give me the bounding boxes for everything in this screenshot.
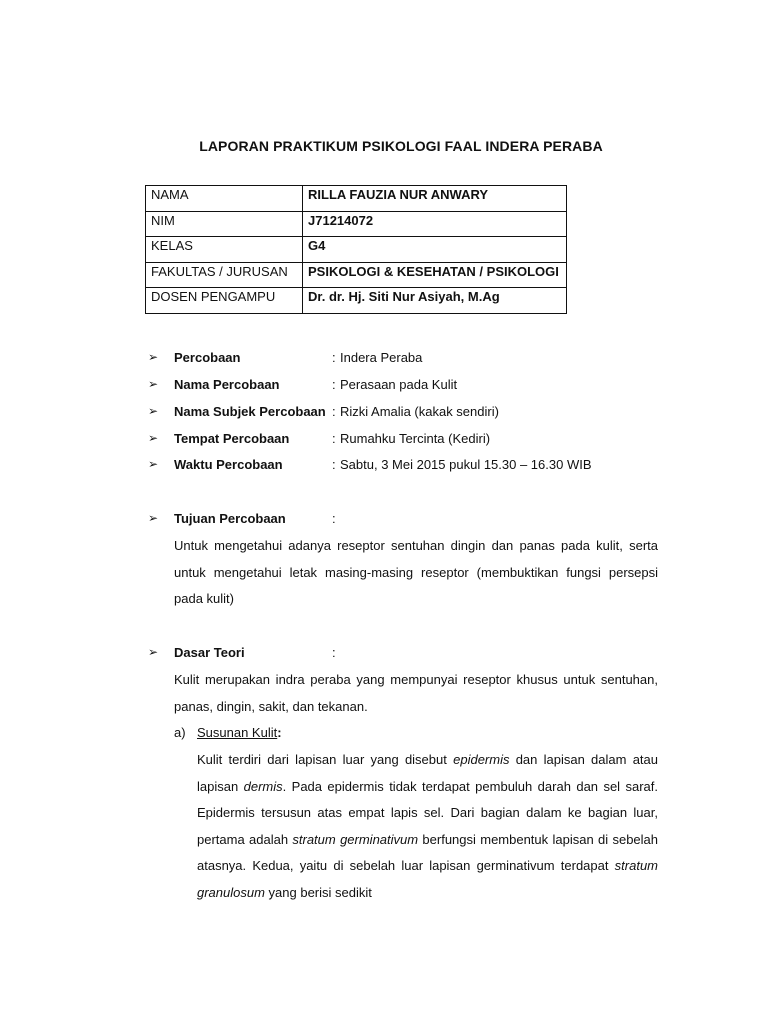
table-row (146, 237, 567, 263)
table-row (146, 186, 567, 212)
detail-colon: : (332, 404, 336, 419)
table-row (146, 288, 567, 314)
arrow-bullet-icon: ➢ (148, 457, 159, 471)
detail-colon: : (332, 377, 336, 392)
section-heading: Dasar Teori (174, 645, 245, 660)
arrow-bullet-icon: ➢ (148, 431, 159, 445)
arrow-bullet-icon: ➢ (148, 377, 159, 391)
term-italic: dermis (243, 778, 283, 794)
detail-label: Waktu Percobaan (174, 457, 283, 472)
table-value: Dr. dr. Hj. Siti Nur Asiyah, M.Ag (303, 288, 567, 314)
dasar-teori-text: Kulit merupakan indra peraba yang mempunyai reseptor khusus untuk sentuhan, panas, dingin, sakit, dan tekanan. (174, 672, 658, 714)
detail-value: Perasaan pada Kulit (340, 377, 458, 392)
term-italic: stratum germinativum (292, 831, 419, 847)
table-value: G4 (303, 237, 567, 263)
detail-label: Nama Percobaan (174, 377, 280, 392)
susunan-kulit-text: Kulit terdiri dari lapisan luar yang disebut epidermis dan lapisan dalam atau lapisan dermis. Pada epidermis tidak terdapat pembuluh darah dan sel saraf. Epidermis tersusun atas empat lapis sel. Dari bagian dalam ke bagian luar, pertama adalah stratum germinativum berfungsi membentuk lapisan di sebelah atasnya. Kedua, yaitu di sebelah luar lapisan germinativum terdapat stratum granulosum yang berisi sedikit (197, 752, 658, 900)
tujuan-text: Untuk mengetahui adanya reseptor sentuhan dingin dan panas pada kulit, serta untuk mengetahui letak masing-masing reseptor (membuktikan fungsi persepsi pada kulit) (174, 538, 658, 606)
table-key: FAKULTAS / JURUSAN (146, 262, 303, 288)
detail-colon: : (332, 431, 336, 446)
term-italic: epidermis (453, 752, 510, 767)
arrow-bullet-icon: ➢ (148, 404, 159, 418)
identity-table (145, 185, 567, 314)
detail-label: Tempat Percobaan (174, 431, 290, 446)
detail-value: Sabtu, 3 Mei 2015 pukul 15.30 – 16.30 WIB (340, 457, 592, 472)
table-key: NAMA (146, 186, 303, 212)
section-colon: : (332, 511, 336, 526)
section-heading: Tujuan Percobaan (174, 511, 286, 526)
detail-value: Indera Peraba (340, 350, 423, 365)
subsection-colon: : (277, 725, 282, 740)
subsection-marker: a) (174, 725, 186, 740)
document-title: LAPORAN PRAKTIKUM PSIKOLOGI FAAL INDERA PERABA (199, 138, 603, 154)
table-key: NIM (146, 211, 303, 237)
detail-label: Percobaan (174, 350, 241, 365)
subsection-title: Susunan Kulit (197, 725, 278, 740)
arrow-bullet-icon: ➢ (148, 645, 159, 659)
table-value: PSIKOLOGI & KESEHATAN / PSIKOLOGI (303, 262, 567, 288)
arrow-bullet-icon: ➢ (148, 350, 159, 364)
table-value: RILLA FAUZIA NUR ANWARY (303, 186, 567, 212)
table-row (146, 211, 567, 237)
arrow-bullet-icon: ➢ (148, 511, 159, 525)
table-value: J71214072 (303, 211, 567, 237)
detail-colon: : (332, 457, 336, 472)
detail-colon: : (332, 350, 336, 365)
detail-value: Rizki Amalia (kakak sendiri) (340, 404, 499, 419)
subsection-heading (197, 725, 282, 740)
section-colon: : (332, 645, 336, 660)
table-key: KELAS (146, 237, 303, 263)
table-key: DOSEN PENGAMPU (146, 288, 303, 314)
term-italic: stratum granulosum (197, 858, 658, 900)
detail-value: Rumahku Tercinta (Kediri) (340, 431, 491, 446)
detail-label: Nama Subjek Percobaan (174, 404, 326, 419)
table-row (146, 262, 567, 288)
